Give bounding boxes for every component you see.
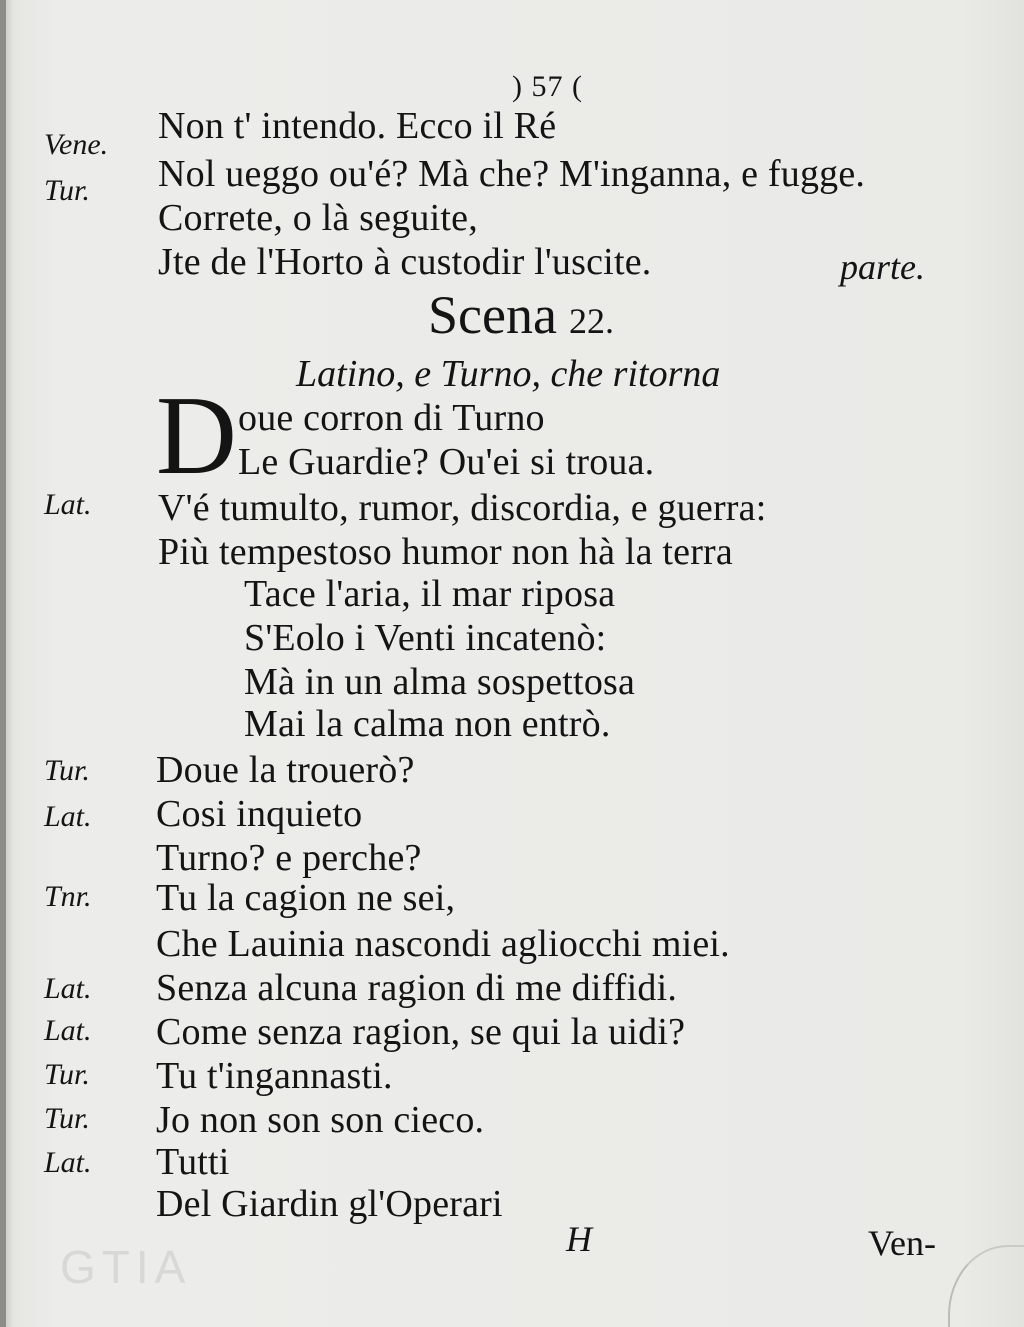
drop-cap: D	[156, 374, 237, 498]
speaker-label: Lat.	[44, 800, 92, 833]
speaker-label: Lat.	[44, 1014, 92, 1047]
page-number: ) 57 (	[512, 70, 583, 103]
speaker-label: Vene.	[44, 128, 109, 161]
page-edge-shadow	[0, 0, 6, 1327]
scene-number: 22.	[568, 301, 614, 341]
speaker-label: Tur.	[44, 1102, 90, 1135]
speaker-label: Tur.	[44, 754, 90, 787]
page-corner-curl	[948, 1245, 1024, 1327]
verse-line: V'é tumulto, rumor, discordia, e guerra:	[158, 487, 767, 529]
bleed-through-text: GTIA	[60, 1241, 192, 1293]
scene-title: Scena	[428, 285, 557, 345]
speaker-label: Tur.	[44, 1058, 90, 1091]
speaker-label: Tnr.	[44, 880, 92, 913]
verse-line: Jte de l'Horto à custodir l'uscite.	[158, 241, 652, 283]
speaker-label: Lat.	[44, 1146, 92, 1179]
verse-line: Tu la cagion ne sei,	[156, 877, 456, 919]
verse-line: Doue la trouerò?	[156, 749, 415, 791]
verse-line: Del Giardin gl'Operari	[156, 1183, 503, 1225]
stage-direction: parte.	[840, 247, 925, 287]
catchword: Ven-	[868, 1223, 936, 1263]
verse-line: Che Lauinia nascondi agliocchi miei.	[156, 923, 730, 965]
verse-line: oue corron di Turno	[238, 397, 545, 439]
verse-line: Tutti	[156, 1141, 230, 1183]
speaker-label: Lat.	[44, 972, 92, 1005]
speaker-label: Tur.	[44, 174, 90, 207]
verse-line: Correte, o là seguite,	[158, 197, 478, 239]
signature-mark: H	[566, 1219, 592, 1259]
verse-line: Più tempestoso humor non hà la terra	[158, 531, 733, 573]
verse-line: Non t' intendo. Ecco il Ré	[158, 105, 557, 147]
verse-line: Nol ueggo ou'é? Mà che? M'inganna, e fugge.	[158, 153, 866, 195]
verse-line: Tu t'ingannasti.	[156, 1055, 393, 1097]
verse-line: Jo non son son cieco.	[156, 1099, 485, 1141]
verse-line: Senza alcuna ragion di me diffidi.	[156, 967, 678, 1009]
verse-line: Mà in un alma sospettosa	[244, 661, 636, 703]
speaker-label: Lat.	[44, 488, 92, 521]
verse-line: Tace l'aria, il mar riposa	[244, 573, 616, 615]
verse-line: S'Eolo i Venti incatenò:	[244, 617, 607, 659]
verse-line: Mai la calma non entrò.	[244, 703, 611, 745]
cast-line: Latino, e Turno, che ritorna	[296, 353, 721, 395]
verse-line: Turno? e perche?	[156, 837, 422, 879]
verse-line: Le Guardie? Ou'ei si troua.	[238, 441, 655, 483]
verse-line: Come senza ragion, se qui la uidi?	[156, 1011, 686, 1053]
scene-heading	[428, 284, 614, 346]
verse-line: Cosi inquieto	[156, 793, 363, 835]
